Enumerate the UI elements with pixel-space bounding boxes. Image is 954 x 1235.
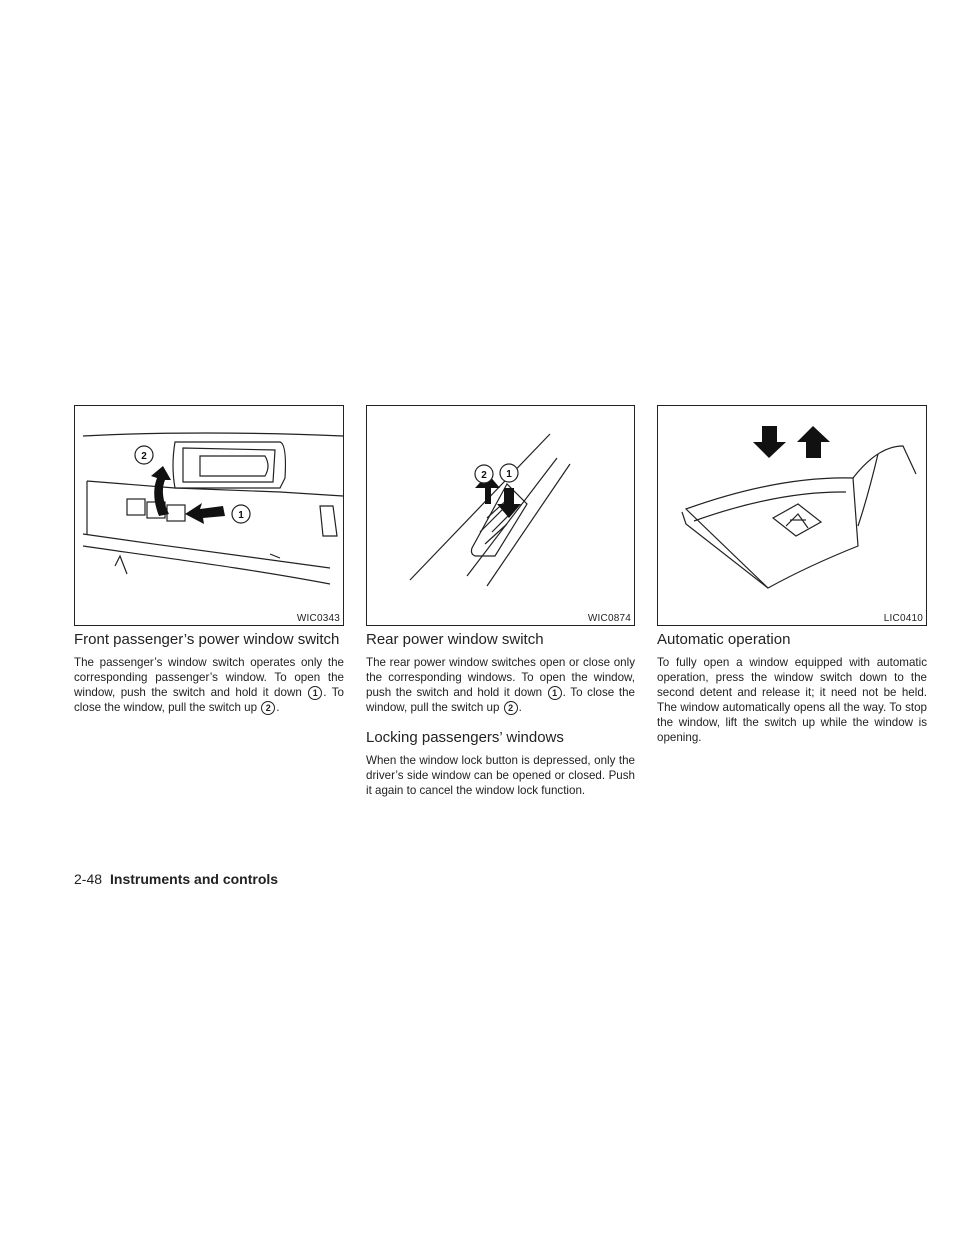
figure-callout-2: 2 xyxy=(141,451,147,462)
callout-marker: 1 xyxy=(308,686,322,700)
page-number: 2-48 xyxy=(74,871,103,887)
figure-front-passenger-switch xyxy=(74,405,344,626)
section-heading-automatic: Automatic operation xyxy=(657,631,791,648)
body-text: . To close the window, pull the switch up xyxy=(366,686,635,714)
page-footer xyxy=(74,871,278,887)
section-title: Instruments and controls xyxy=(110,871,279,887)
door-switch-illustration xyxy=(75,406,343,625)
figure-callout-1: 1 xyxy=(506,469,512,480)
body-text: . To close the window, pull the switch up xyxy=(74,686,344,714)
body-text: The rear power window switches open or close only the corresponding windows. To open the window, push the switch and hold it down xyxy=(366,656,635,699)
body-text: The passenger’s window switch operates only the corresponding passenger’s window. To open the window, push the switch and hold it down xyxy=(74,656,344,699)
rear-switch-illustration xyxy=(367,406,634,625)
section-heading-rear: Rear power window switch xyxy=(366,631,544,648)
column-automatic xyxy=(657,631,927,755)
callout-marker: 2 xyxy=(261,701,275,715)
body-text: . xyxy=(276,701,280,714)
body-text: . xyxy=(518,701,522,714)
section-heading-locking: Locking passengers’ windows xyxy=(366,729,564,746)
section-body-front-passenger xyxy=(74,655,344,715)
section-body-automatic: To fully open a window equipped with automatic operation, press the window switch down to the second detent and release it; it need not be held. The window automatically opens all the way. To stop the window, lift the switch up while the window is opening. xyxy=(657,656,927,744)
section-heading-front-passenger: Front passenger’s power window switch xyxy=(74,631,340,648)
figure-code: WIC0343 xyxy=(296,613,340,624)
figure-rear-switch xyxy=(366,405,635,626)
figure-automatic-switch xyxy=(657,405,927,626)
callout-marker: 1 xyxy=(548,686,562,700)
column-rear-switch xyxy=(366,631,635,808)
section-body-rear xyxy=(366,655,635,715)
figure-callout-2: 2 xyxy=(481,470,487,481)
figure-callout-1: 1 xyxy=(238,510,244,521)
figure-code: WIC0874 xyxy=(587,613,631,624)
figure-code: LIC0410 xyxy=(883,613,923,624)
callout-marker: 2 xyxy=(504,701,518,715)
column-front-passenger xyxy=(74,631,344,725)
section-body-locking: When the window lock button is depressed, only the driver’s side window can be opened or closed. Push it again to cancel the window lock function. xyxy=(366,754,635,797)
auto-switch-illustration xyxy=(658,406,926,625)
